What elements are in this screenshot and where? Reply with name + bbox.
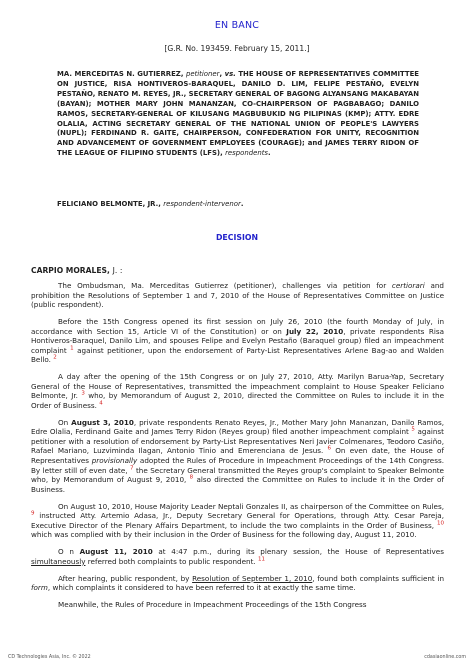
footnote-link[interactable]: 5 bbox=[411, 426, 415, 433]
paragraph-3 bbox=[31, 372, 444, 410]
text: against petitioner, upon the endorsement of Party-List Representatives Arlene Bag-ao and Walden Bello. bbox=[31, 345, 444, 365]
text: who, by Memorandum of August 2, 2010, directed the Committee on Rules to include it in the Order of Business. bbox=[31, 391, 445, 410]
petitioner-name: MA. MERCEDITAS N. GUTIERREZ bbox=[57, 70, 181, 78]
petitioner-role: petitioner bbox=[185, 70, 220, 78]
case-number: [G.R. No. 193459. February 15, 2011.] bbox=[164, 44, 310, 53]
intervenor-role: respondent-intervenor bbox=[163, 200, 241, 208]
footer-site: cdasiaonline.com bbox=[424, 655, 466, 660]
text: referred both complaints to public respondent. bbox=[85, 556, 258, 566]
text: and prohibition the Resolutions of September 1 and 7, 2010 of the House of Representatives Committee on Justice (public respondent). bbox=[31, 281, 444, 310]
text: certiorari bbox=[391, 281, 425, 290]
text: the Secretary General transmitted the Reyes group's complaint to Speaker Belmonte who, by Memorandum of August 9, 2010, bbox=[31, 465, 444, 485]
text: against petitioner with a resolution of endorsement by Party-List Representatives Neri Javier Colmenares, Teodoro Casiño, Rafael Mariano, Luzviminda Ilagan, Antonio Tinio and Emerenciana de Jesus. bbox=[31, 427, 444, 456]
paragraph-1 bbox=[31, 281, 444, 310]
text: Before the 15th Congress opened its first session on July 26, 2010 (the fourth Monday of July, in accordance with Section 15, Article VI of the Constitution) or on bbox=[31, 316, 444, 336]
paragraph-8 bbox=[31, 600, 444, 610]
court-division-heading: EN BANC bbox=[214, 20, 260, 31]
footnote-link[interactable]: 11 bbox=[257, 556, 265, 563]
text: On even date, the House of Representatives bbox=[31, 446, 444, 466]
paragraph-7 bbox=[31, 574, 444, 593]
text: which was complied with by their inclusion in the Order of Business for the following day, August 11, 2010. bbox=[31, 530, 417, 540]
ponente-name: CARPIO MORALES bbox=[31, 266, 108, 275]
respondents-role: respondents bbox=[225, 149, 268, 158]
footnote-link[interactable]: 6 bbox=[327, 446, 332, 453]
ponente-title: J bbox=[112, 266, 115, 275]
versus-label: vs. bbox=[224, 70, 236, 78]
footnote-link[interactable]: 2 bbox=[53, 354, 57, 361]
text: July 22, 2010 bbox=[286, 326, 344, 336]
footnote-link[interactable]: 3 bbox=[81, 390, 85, 397]
text: adopted the Rules of Procedure in Impeachment Proceedings of the 14th Congress. By letter still of even date, bbox=[31, 456, 444, 475]
footnote-link[interactable]: 8 bbox=[189, 474, 194, 481]
footnote-link[interactable]: 10 bbox=[437, 520, 444, 527]
text: simultaneously bbox=[31, 556, 86, 566]
text: , which complaints it considered to have been referred to it at exactly the same time. bbox=[47, 583, 356, 593]
text: Meanwhile, the Rules of Procedure in Impeachment Proceedings of the 15th Congress bbox=[58, 599, 367, 609]
footnote-link[interactable]: 1 bbox=[70, 345, 74, 352]
decision-body bbox=[31, 281, 444, 617]
case-caption: MA. MERCEDITAS N. GUTIERREZ, petitioner, vs. THE HOUSE OF REPRESENTATIVES COMMITTEE ON JUSTICE, RISA HONTIVEROS-BARAQUEL, DANILO D. LIM, FELIPE PESTAÑO, EVELYN PESTAÑO, RENATO M. REYES, JR., SECRETARY GENERAL OF BAGONG ALYANSANG MAKABAYAN (BAYAN); MOTHER MARY JOHN MANANZAN, CO-CHAIRPERSON OF PAGBABAGO; DANILO RAMOS, SECRETARY-GENERAL OF KILUSANG MAGBUBUKID NG PILIPINAS (KMP); ATTY. EDRE OLALIA, ACTING SECRETARY GENERAL OF THE NATIONAL UNION OF PEOPLE'S LAWYERS (NUPL); FERDINAND R. GAITE, CHAIRPERSON, CONFEDERATION FOR UNITY, RECOGNITION AND ADVANCEMENT OF GOVERNMENT EMPLOYEES (COURAGE); and JAMES TERRY RIDON OF THE LEAGUE OF FILIPINO STUDENTS (LFS), respondents. bbox=[57, 70, 419, 158]
ponente-line: CARPIO MORALES, J. : bbox=[31, 266, 123, 275]
text: form bbox=[31, 583, 48, 593]
respondents-list: THE HOUSE OF REPRESENTATIVES COMMITTEE ON JUSTICE, RISA HONTIVEROS-BARAQUEL, DANILO D. LIM, FELIPE PESTAÑO, EVELYN PESTAÑO, RENATO M. REYES, JR., SECRETARY GENERAL OF BAGONG ALYANSANG MAKABAYAN (BAYAN); MOTHER MARY JOHN MANANZAN, CO-CHAIRPERSON OF PAGBABAGO; DANILO RAMOS, SECRETARY-GENERAL OF KILUSANG MAGBUBUKID NG PILIPINAS (KMP); ATTY. EDRE OLALIA, ACTING SECRETARY GENERAL OF THE NATIONAL UNION OF PEOPLE'S LAWYERS (NUPL); FERDINAND R. GAITE, CHAIRPERSON, CONFEDERATION FOR UNITY, RECOGNITION AND ADVANCEMENT OF GOVERNMENT EMPLOYEES (COURAGE); and JAMES TERRY RIDON OF THE LEAGUE OF FILIPINO STUDENTS (LFS) bbox=[57, 70, 419, 158]
paragraph-2 bbox=[31, 317, 444, 365]
text: On bbox=[58, 417, 72, 427]
text: A day after the opening of the 15th Congress or on July 27, 2010, Atty. Marilyn Barua-Yap, Secretary General of the House of Representatives, transmitted the impeachment complaint to House Speaker Feliciano Belmonte, Jr. bbox=[31, 372, 444, 401]
paragraph-5 bbox=[31, 502, 444, 540]
footnote-link[interactable]: 7 bbox=[130, 465, 134, 472]
text: instructed Atty. Artemio Adasa, Jr., Deputy Secretary General for Operations, through Atty. Cesar Pareja, Executive Director of the Plenary Affairs Department, to include the two complaints in the Order of Business, bbox=[31, 511, 444, 530]
decision-heading: DECISION bbox=[215, 233, 259, 242]
text: at 4:47 p.m., during its plenary session, the House of Representatives bbox=[152, 547, 444, 557]
text: , private respondents Renato Reyes, Jr., Mother Mary John Mananzan, Danilo Ramos, Edre Olalia, Ferdinand Gaite and James Terry Ridon (Reyes group) filed another impeachment complaint bbox=[31, 417, 444, 437]
paragraph-4 bbox=[31, 418, 444, 495]
paragraph-6 bbox=[31, 547, 444, 566]
text: The Ombudsman, Ma. Merceditas Gutierrez (petitioner), challenges via petition for bbox=[58, 281, 392, 290]
intervenor-name: FELICIANO BELMONTE, JR. bbox=[57, 200, 159, 208]
text: O n bbox=[58, 547, 80, 557]
text: August 11, 2010 bbox=[79, 547, 153, 557]
footnote-link[interactable]: 4 bbox=[99, 400, 103, 407]
text: On August 10, 2010, House Majority Leader Neptali Gonzales II, as chairperson of the Committee on Rules, bbox=[58, 501, 444, 511]
text: , found both complaints sufficient in bbox=[312, 573, 445, 583]
text: After hearing, public respondent, by bbox=[58, 573, 193, 583]
text: provisionally bbox=[91, 456, 138, 466]
footer-copyright: CD Technologies Asia, Inc. © 2022 bbox=[8, 655, 91, 660]
intervenor-line: FELICIANO BELMONTE, JR., respondent-intervenor. bbox=[57, 200, 244, 208]
text: August 3, 2010 bbox=[71, 417, 134, 427]
text: also directed the Committee on Rules to include it in the Order of Business. bbox=[31, 475, 444, 494]
footnote-link[interactable]: 9 bbox=[31, 510, 35, 517]
text: Resolution of September 1, 2010 bbox=[192, 573, 313, 583]
text: , private respondents Risa Hontiveros-Baraquel, Danilo Lim, and spouses Felipe and Evelyn Pestaño (Baraquel group) filed an impeachment complaint bbox=[31, 326, 445, 355]
